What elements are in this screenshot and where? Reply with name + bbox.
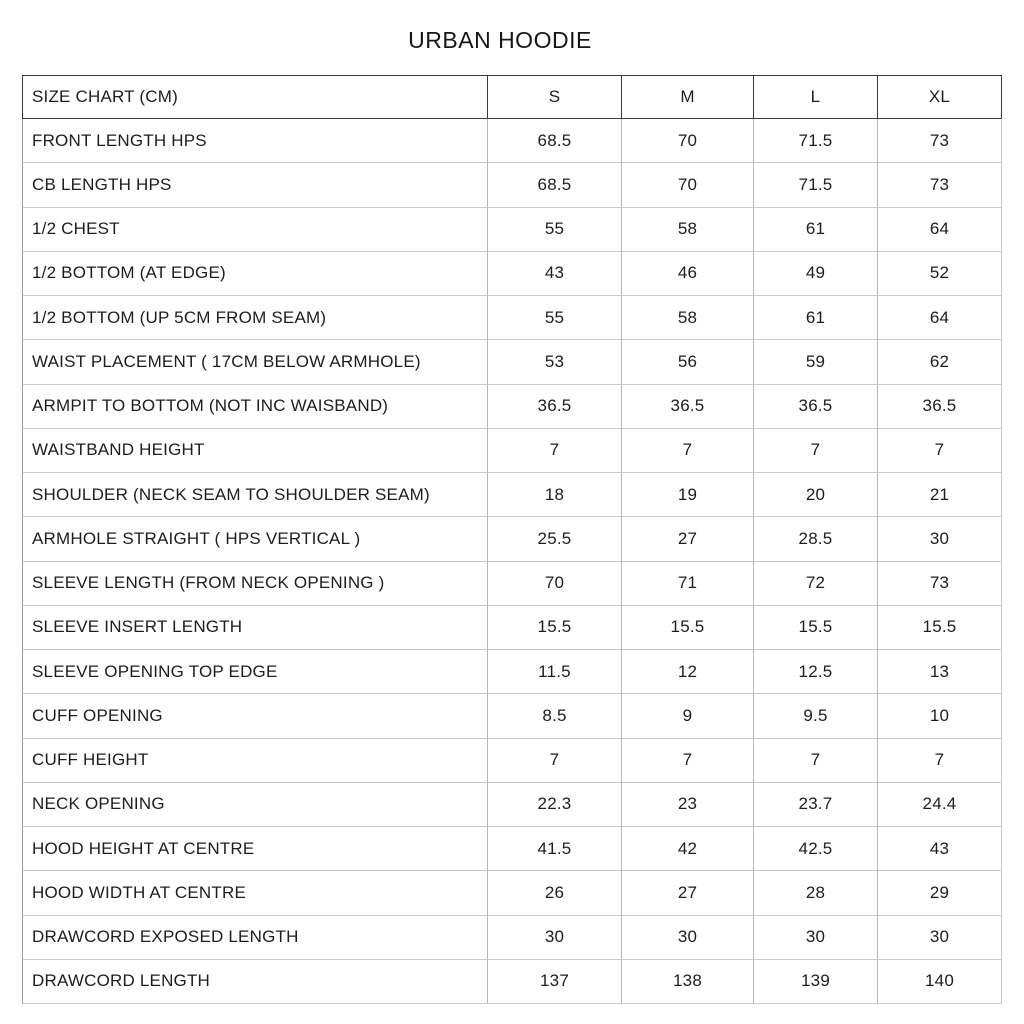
measurement-value: 59 bbox=[754, 340, 878, 384]
measurement-label: NECK OPENING bbox=[22, 783, 488, 827]
table-row bbox=[22, 208, 1002, 252]
size-column-header: L bbox=[754, 75, 878, 119]
table-row bbox=[22, 340, 1002, 384]
table-row bbox=[22, 429, 1002, 473]
measurement-value: 28 bbox=[754, 871, 878, 915]
measurement-value: 12.5 bbox=[754, 650, 878, 694]
measurement-value: 53 bbox=[488, 340, 622, 384]
measurement-value: 42.5 bbox=[754, 827, 878, 871]
measurement-value: 23.7 bbox=[754, 783, 878, 827]
measurement-label: CUFF HEIGHT bbox=[22, 739, 488, 783]
measurement-label: 1/2 CHEST bbox=[22, 208, 488, 252]
measurement-label: WAIST PLACEMENT ( 17CM BELOW ARMHOLE) bbox=[22, 340, 488, 384]
measurement-value: 7 bbox=[622, 739, 754, 783]
measurement-value: 58 bbox=[622, 296, 754, 340]
measurement-value: 71.5 bbox=[754, 163, 878, 207]
measurement-value: 9.5 bbox=[754, 694, 878, 738]
measurement-value: 19 bbox=[622, 473, 754, 517]
measurement-value: 73 bbox=[878, 119, 1002, 163]
measurement-value: 15.5 bbox=[488, 606, 622, 650]
measurement-value: 12 bbox=[622, 650, 754, 694]
measurement-label: SLEEVE LENGTH (FROM NECK OPENING ) bbox=[22, 562, 488, 606]
measurement-label: CUFF OPENING bbox=[22, 694, 488, 738]
table-row bbox=[22, 606, 1002, 650]
measurement-value: 72 bbox=[754, 562, 878, 606]
measurement-value: 7 bbox=[488, 739, 622, 783]
table-row bbox=[22, 517, 1002, 561]
measurement-label: WAISTBAND HEIGHT bbox=[22, 429, 488, 473]
measurement-value: 7 bbox=[754, 739, 878, 783]
measurement-label: SLEEVE OPENING TOP EDGE bbox=[22, 650, 488, 694]
table-row bbox=[22, 650, 1002, 694]
measurement-value: 30 bbox=[754, 916, 878, 960]
measurement-value: 7 bbox=[878, 429, 1002, 473]
table-row bbox=[22, 473, 1002, 517]
measurement-value: 61 bbox=[754, 208, 878, 252]
page-title: URBAN HOODIE bbox=[408, 27, 592, 53]
measurement-label: 1/2 BOTTOM (UP 5CM FROM SEAM) bbox=[22, 296, 488, 340]
measurement-value: 7 bbox=[622, 429, 754, 473]
measurement-value: 25.5 bbox=[488, 517, 622, 561]
measurement-value: 7 bbox=[878, 739, 1002, 783]
measurement-value: 61 bbox=[754, 296, 878, 340]
measurement-value: 64 bbox=[878, 208, 1002, 252]
measurement-value: 41.5 bbox=[488, 827, 622, 871]
measurement-label: HOOD WIDTH AT CENTRE bbox=[22, 871, 488, 915]
table-row bbox=[22, 694, 1002, 738]
size-chart-table bbox=[22, 75, 1002, 1004]
measurement-value: 43 bbox=[878, 827, 1002, 871]
measurement-value: 27 bbox=[622, 871, 754, 915]
measurement-value: 10 bbox=[878, 694, 1002, 738]
size-column-header: M bbox=[622, 75, 754, 119]
measurement-value: 30 bbox=[488, 916, 622, 960]
measurement-label: ARMPIT TO BOTTOM (NOT INC WAISBAND) bbox=[22, 385, 488, 429]
table-row bbox=[22, 296, 1002, 340]
measurement-label: ARMHOLE STRAIGHT ( HPS VERTICAL ) bbox=[22, 517, 488, 561]
measurement-label: SHOULDER (NECK SEAM TO SHOULDER SEAM) bbox=[22, 473, 488, 517]
measurement-value: 52 bbox=[878, 252, 1002, 296]
measurement-value: 68.5 bbox=[488, 163, 622, 207]
table-row bbox=[22, 163, 1002, 207]
table-row bbox=[22, 562, 1002, 606]
measurement-value: 36.5 bbox=[622, 385, 754, 429]
table-row bbox=[22, 119, 1002, 163]
measurement-value: 62 bbox=[878, 340, 1002, 384]
table-row bbox=[22, 739, 1002, 783]
measurement-value: 71 bbox=[622, 562, 754, 606]
measurement-value: 13 bbox=[878, 650, 1002, 694]
measurement-value: 43 bbox=[488, 252, 622, 296]
size-chart-header-label: SIZE CHART (CM) bbox=[22, 75, 488, 119]
measurement-value: 139 bbox=[754, 960, 878, 1004]
measurement-value: 23 bbox=[622, 783, 754, 827]
size-column-header: S bbox=[488, 75, 622, 119]
measurement-value: 28.5 bbox=[754, 517, 878, 561]
table-row bbox=[22, 871, 1002, 915]
measurement-value: 18 bbox=[488, 473, 622, 517]
table-row bbox=[22, 916, 1002, 960]
measurement-value: 24.4 bbox=[878, 783, 1002, 827]
measurement-value: 140 bbox=[878, 960, 1002, 1004]
measurement-value: 15.5 bbox=[878, 606, 1002, 650]
measurement-value: 55 bbox=[488, 296, 622, 340]
table-row bbox=[22, 385, 1002, 429]
measurement-label: SLEEVE INSERT LENGTH bbox=[22, 606, 488, 650]
measurement-value: 70 bbox=[488, 562, 622, 606]
measurement-value: 26 bbox=[488, 871, 622, 915]
measurement-value: 71.5 bbox=[754, 119, 878, 163]
measurement-value: 29 bbox=[878, 871, 1002, 915]
measurement-value: 70 bbox=[622, 119, 754, 163]
measurement-value: 30 bbox=[878, 517, 1002, 561]
measurement-value: 30 bbox=[878, 916, 1002, 960]
size-column-header: XL bbox=[878, 75, 1002, 119]
measurement-value: 138 bbox=[622, 960, 754, 1004]
measurement-value: 58 bbox=[622, 208, 754, 252]
table-row bbox=[22, 827, 1002, 871]
measurement-value: 20 bbox=[754, 473, 878, 517]
measurement-value: 15.5 bbox=[754, 606, 878, 650]
measurement-value: 8.5 bbox=[488, 694, 622, 738]
measurement-value: 36.5 bbox=[878, 385, 1002, 429]
measurement-value: 64 bbox=[878, 296, 1002, 340]
measurement-label: CB LENGTH HPS bbox=[22, 163, 488, 207]
measurement-value: 68.5 bbox=[488, 119, 622, 163]
measurement-value: 137 bbox=[488, 960, 622, 1004]
table-row bbox=[22, 252, 1002, 296]
measurement-value: 36.5 bbox=[754, 385, 878, 429]
table-row bbox=[22, 960, 1002, 1004]
measurement-value: 15.5 bbox=[622, 606, 754, 650]
measurement-label: FRONT LENGTH HPS bbox=[22, 119, 488, 163]
size-chart-body bbox=[22, 119, 1002, 1004]
measurement-value: 73 bbox=[878, 562, 1002, 606]
measurement-value: 49 bbox=[754, 252, 878, 296]
measurement-value: 42 bbox=[622, 827, 754, 871]
measurement-value: 46 bbox=[622, 252, 754, 296]
measurement-value: 7 bbox=[488, 429, 622, 473]
measurement-label: HOOD HEIGHT AT CENTRE bbox=[22, 827, 488, 871]
measurement-value: 30 bbox=[622, 916, 754, 960]
measurement-value: 55 bbox=[488, 208, 622, 252]
measurement-value: 70 bbox=[622, 163, 754, 207]
measurement-label: DRAWCORD EXPOSED LENGTH bbox=[22, 916, 488, 960]
header-row bbox=[22, 75, 1002, 119]
measurement-value: 22.3 bbox=[488, 783, 622, 827]
table-row bbox=[22, 783, 1002, 827]
measurement-label: DRAWCORD LENGTH bbox=[22, 960, 488, 1004]
measurement-value: 27 bbox=[622, 517, 754, 561]
measurement-value: 36.5 bbox=[488, 385, 622, 429]
measurement-label: 1/2 BOTTOM (AT EDGE) bbox=[22, 252, 488, 296]
measurement-value: 73 bbox=[878, 163, 1002, 207]
measurement-value: 56 bbox=[622, 340, 754, 384]
measurement-value: 7 bbox=[754, 429, 878, 473]
measurement-value: 9 bbox=[622, 694, 754, 738]
measurement-value: 11.5 bbox=[488, 650, 622, 694]
measurement-value: 21 bbox=[878, 473, 1002, 517]
